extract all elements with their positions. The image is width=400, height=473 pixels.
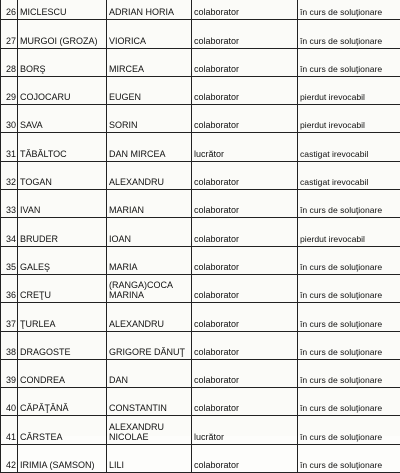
given-name-cell: ADRIAN HORIA: [107, 0, 192, 20]
row-number: 33: [1, 190, 18, 218]
role-cell: colaborator: [192, 161, 298, 189]
table-row: [1, 331, 400, 359]
table-row: [1, 0, 400, 20]
given-name-cell: DAN: [107, 359, 192, 387]
status-cell: în curs de soluţionare: [298, 246, 400, 274]
surname-cell: TOGAN: [18, 161, 107, 189]
status-cell: în curs de soluţionare: [298, 444, 400, 472]
table-row: [1, 303, 400, 331]
role-cell: colaborator: [192, 331, 298, 359]
surname-cell: SAVA: [18, 105, 107, 133]
status-cell: pierdut irevocabil: [298, 218, 400, 246]
given-name-cell: IOAN: [107, 218, 192, 246]
role-cell: colaborator: [192, 0, 298, 20]
status-cell: în curs de soluţionare: [298, 190, 400, 218]
row-number: 39: [1, 359, 18, 387]
row-number: 37: [1, 303, 18, 331]
row-number: 38: [1, 331, 18, 359]
given-name-cell: VIORICA: [107, 20, 192, 48]
status-cell: pierdut irevocabil: [298, 76, 400, 104]
row-number: 27: [1, 20, 18, 48]
row-number: 29: [1, 76, 18, 104]
row-number: 42: [1, 444, 18, 472]
role-cell: colaborator: [192, 48, 298, 76]
surname-cell: BORŞ: [18, 48, 107, 76]
given-name-cell: GRIGORE DĂNUŢ: [107, 331, 192, 359]
surname-cell: GALEŞ: [18, 246, 107, 274]
status-cell: pierdut irevocabil: [298, 105, 400, 133]
status-cell: în curs de soluţionare: [298, 274, 400, 302]
row-number: 32: [1, 161, 18, 189]
table-row: [1, 190, 400, 218]
given-name-cell: LILI: [107, 444, 192, 472]
surname-cell: CÂRSTEA: [18, 416, 107, 444]
table-row: [1, 444, 400, 472]
status-cell: castigat irevocabil: [298, 133, 400, 161]
role-cell: colaborator: [192, 190, 298, 218]
surname-cell: CONDREA: [18, 359, 107, 387]
role-cell: colaborator: [192, 218, 298, 246]
given-name-cell: DAN MIRCEA: [107, 133, 192, 161]
table-row: [1, 388, 400, 416]
table-row: [1, 48, 400, 76]
surname-cell: BRUDER: [18, 218, 107, 246]
given-name-cell: EUGEN: [107, 76, 192, 104]
status-cell: în curs de soluţionare: [298, 359, 400, 387]
given-name-cell: (RANGA)COCA MARINA: [107, 274, 192, 302]
given-name-cell: MIRCEA: [107, 48, 192, 76]
surname-cell: CĂPĂŢÂNĂ: [18, 388, 107, 416]
row-number: 34: [1, 218, 18, 246]
row-number: 31: [1, 133, 18, 161]
row-number: 35: [1, 246, 18, 274]
surname-cell: ŢURLEA: [18, 303, 107, 331]
role-cell: colaborator: [192, 274, 298, 302]
surname-cell: TĂBĂLTOC: [18, 133, 107, 161]
role-cell: colaborator: [192, 359, 298, 387]
surname-cell: CREŢU: [18, 274, 107, 302]
row-number: 30: [1, 105, 18, 133]
role-cell: colaborator: [192, 303, 298, 331]
given-name-cell: MARIAN: [107, 190, 192, 218]
table-body: [1, 0, 400, 473]
status-cell: în curs de soluţionare: [298, 20, 400, 48]
role-cell: lucrător: [192, 416, 298, 444]
table-row: [1, 246, 400, 274]
surname-cell: IVAN: [18, 190, 107, 218]
row-number: 26: [1, 0, 18, 20]
status-cell: în curs de soluţionare: [298, 48, 400, 76]
given-name-cell: MARIA: [107, 246, 192, 274]
surname-cell: COJOCARU: [18, 76, 107, 104]
role-cell: colaborator: [192, 444, 298, 472]
table-row: [1, 416, 400, 444]
role-cell: colaborator: [192, 105, 298, 133]
surname-cell: DRAGOSTE: [18, 331, 107, 359]
status-cell: castigat irevocabil: [298, 161, 400, 189]
row-number: 41: [1, 416, 18, 444]
role-cell: colaborator: [192, 246, 298, 274]
status-cell: în curs de soluţionare: [298, 331, 400, 359]
status-cell: în curs de soluţionare: [298, 388, 400, 416]
table-row: [1, 20, 400, 48]
table-row: [1, 359, 400, 387]
given-name-cell: ALEXANDRU: [107, 303, 192, 331]
surname-cell: IRIMIA (SAMSON): [18, 444, 107, 472]
surname-cell: MURGOI (GROZA): [18, 20, 107, 48]
status-cell: în curs de soluţionare: [298, 303, 400, 331]
role-cell: colaborator: [192, 76, 298, 104]
row-number: 40: [1, 388, 18, 416]
given-name-cell: SORIN: [107, 105, 192, 133]
table-row: [1, 105, 400, 133]
row-number: 28: [1, 48, 18, 76]
row-number: 36: [1, 274, 18, 302]
status-cell: în curs de soluţionare: [298, 0, 400, 20]
role-cell: colaborator: [192, 20, 298, 48]
status-cell: în curs de soluţionare: [298, 416, 400, 444]
given-name-cell: ALEXANDRU NICOLAE: [107, 416, 192, 444]
surname-cell: MICLESCU: [18, 0, 107, 20]
role-cell: colaborator: [192, 388, 298, 416]
table-row: [1, 133, 400, 161]
table-row: [1, 218, 400, 246]
given-name-cell: CONSTANTIN: [107, 388, 192, 416]
table-row: [1, 274, 400, 302]
table-row: [1, 76, 400, 104]
role-cell: lucrător: [192, 133, 298, 161]
given-name-cell: ALEXANDRU: [107, 161, 192, 189]
table-row: [1, 161, 400, 189]
